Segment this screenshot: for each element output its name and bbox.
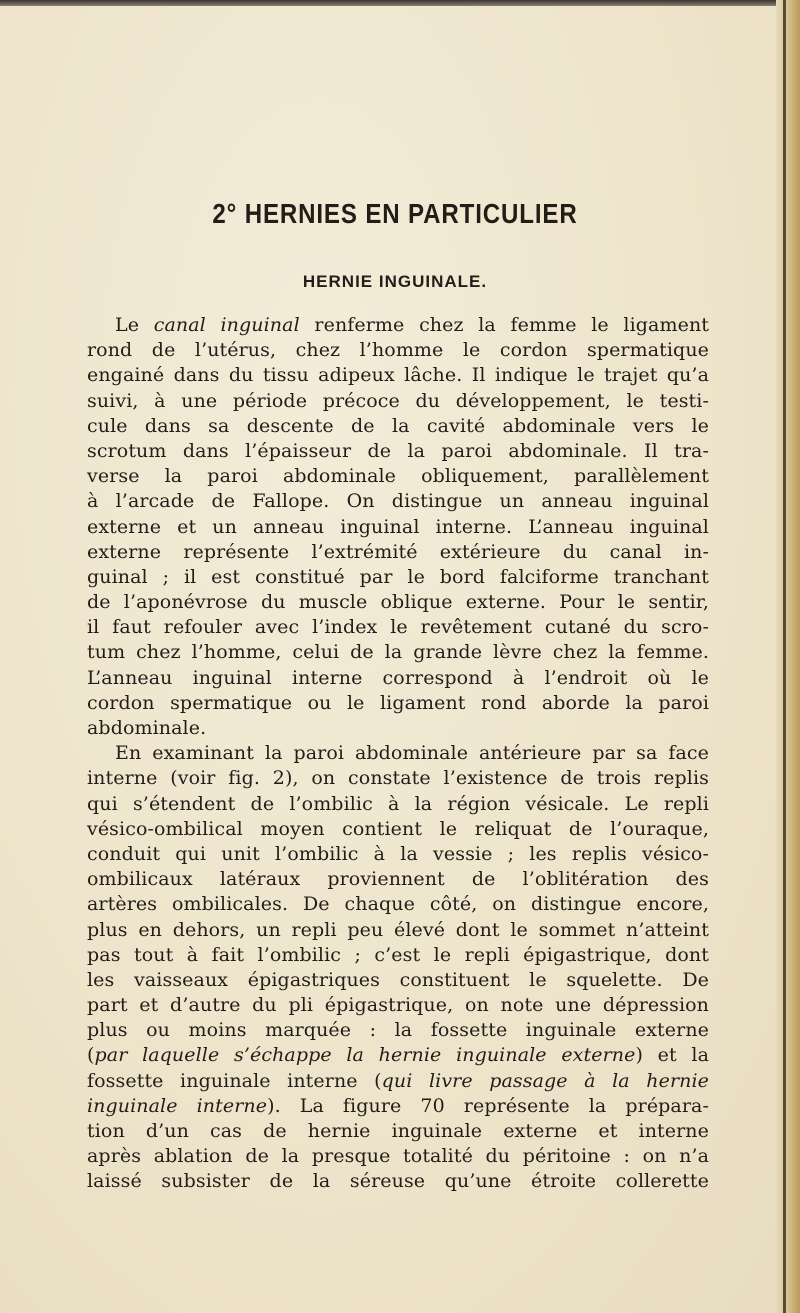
text-run: ) et la: [635, 1044, 709, 1067]
text-run: plus ou moins marquée : la fossette inguinale externe: [87, 1019, 709, 1042]
text-line: [87, 464, 709, 489]
section-title: 2° HERNIES EN PARTICULIER: [212, 198, 578, 229]
text-line: [87, 1094, 709, 1119]
text-line: [87, 1043, 709, 1068]
text-run: fossette inguinale interne (: [87, 1069, 382, 1092]
text-run: ). La figure 70 représente la prépara-: [267, 1094, 709, 1117]
text-line: [87, 666, 709, 691]
text-line: [87, 389, 709, 414]
text-line: [87, 892, 709, 917]
text-line: [87, 565, 709, 590]
text-run: guinal ; il est constitué par le bord falciforme tranchant: [87, 565, 709, 588]
text-line: [87, 515, 709, 540]
text-line: [87, 590, 709, 615]
text-run: cule dans sa descente de la cavité abdominale vers le: [87, 414, 709, 437]
page-top-edge: [0, 0, 800, 6]
text-run: tion d’un cas de hernie inguinale externe et interne: [87, 1120, 709, 1142]
text-line: [87, 842, 709, 867]
italic-text: inguinale interne: [87, 1094, 268, 1117]
text-line: [87, 943, 709, 968]
text-run: tum chez l’homme, celui de la grande lèvre chez la femme.: [87, 641, 709, 664]
text-line: [87, 918, 709, 943]
text-run: suivi, à une période précoce du développement, le testi-: [87, 389, 709, 412]
text-line: [87, 741, 709, 766]
text-line: [87, 313, 709, 338]
text-run: artères ombilicales. De chaque côté, on distingue encore,: [87, 893, 709, 916]
italic-text: qui livre passage à la hernie: [381, 1069, 709, 1092]
text-run: à l’arcade de Fallope. On distingue un anneau inguinal: [87, 490, 709, 513]
text-line: [87, 1018, 709, 1043]
text-run: rond de l’utérus, chez l’homme le cordon spermatique: [87, 339, 709, 362]
text-run: externe représente l’extrémité extérieure du canal in-: [87, 540, 709, 563]
text-run: part et d’autre du pli épigastrique, on note une dépression: [87, 994, 709, 1017]
text-run: après ablation de la presque totalité du péritoine : on n’a: [87, 1145, 709, 1168]
text-run: les vaisseaux épigastriques constituent le squelette. De: [87, 968, 709, 991]
text-line: [87, 968, 709, 993]
text-line: [87, 1144, 709, 1169]
text-run: verse la paroi abdominale obliquement, parallèlement: [87, 465, 709, 488]
page-edge-shadow: [783, 0, 786, 1313]
text-run: (: [87, 1044, 95, 1067]
text-run: abdominale.: [87, 717, 207, 739]
text-line: [87, 540, 709, 565]
text-run: il faut refouler avec l’index le revêtement cutané du scro-: [87, 616, 709, 639]
text-run: engainé dans du tissu adipeux lâche. Il indique le trajet qu’a: [87, 364, 709, 387]
page-binding-edge: [776, 0, 800, 1313]
text-line: [87, 640, 709, 665]
text-line: [87, 993, 709, 1018]
text-run: ombilicaux latéraux proviennent de l’oblitération des: [87, 868, 709, 891]
text-run: scrotum dans l’épaisseur de la paroi abdominale. Il tra-: [87, 439, 709, 462]
text-line: [87, 1169, 709, 1194]
text-line: [87, 716, 709, 741]
text-run: qui s’étendent de l’ombilic à la région vésicale. Le repli: [87, 792, 709, 815]
text-line: [87, 766, 709, 791]
text-line: [87, 414, 709, 439]
text-line: [87, 1119, 709, 1144]
text-line: [87, 867, 709, 892]
text-run: externe et un anneau inguinal interne. L’anneau inguinal: [87, 515, 709, 538]
subsection-heading: HERNIE INGUINALE.: [302, 272, 488, 291]
text-line: [87, 363, 709, 388]
text-line: [87, 1069, 709, 1094]
text-run: pas tout à fait l’ombilic ; c’est le repli épigastrique, dont: [87, 943, 709, 966]
text-line: [87, 615, 709, 640]
text-line: [87, 691, 709, 716]
text-run: conduit qui unit l’ombilic à la vessie ; les replis vésico-: [87, 842, 709, 865]
italic-text: canal inguinal: [153, 314, 300, 336]
text-run: laissé subsister de la séreuse qu’une étroite collerette: [87, 1170, 709, 1193]
text-run: renferme chez la femme le ligament: [299, 314, 710, 336]
text-run: cordon spermatique ou le ligament rond aborde la paroi: [87, 691, 709, 714]
text-run: vésico-ombilical moyen contient le reliquat de l’ouraque,: [87, 817, 709, 840]
text-run: interne (voir fig. 2), on constate l’existence de trois replis: [87, 767, 709, 790]
body-text: [87, 313, 709, 1195]
text-line: [87, 338, 709, 363]
text-run: L’anneau inguinal interne correspond à l’endroit où le: [87, 666, 709, 689]
text-line: [87, 439, 709, 464]
text-run: Le: [115, 314, 154, 336]
text-line: [87, 489, 709, 514]
text-run: de l’aponévrose du muscle oblique externe. Pour le sentir,: [87, 591, 709, 614]
text-run: plus en dehors, un repli peu élevé dont le sommet n’atteint: [87, 918, 709, 941]
text-line: [87, 817, 709, 842]
italic-text: par laquelle s’échappe la hernie inguinale externe: [94, 1044, 636, 1067]
text-line: [87, 792, 709, 817]
text-run: En examinant la paroi abdominale antérieure par sa face: [115, 742, 709, 765]
